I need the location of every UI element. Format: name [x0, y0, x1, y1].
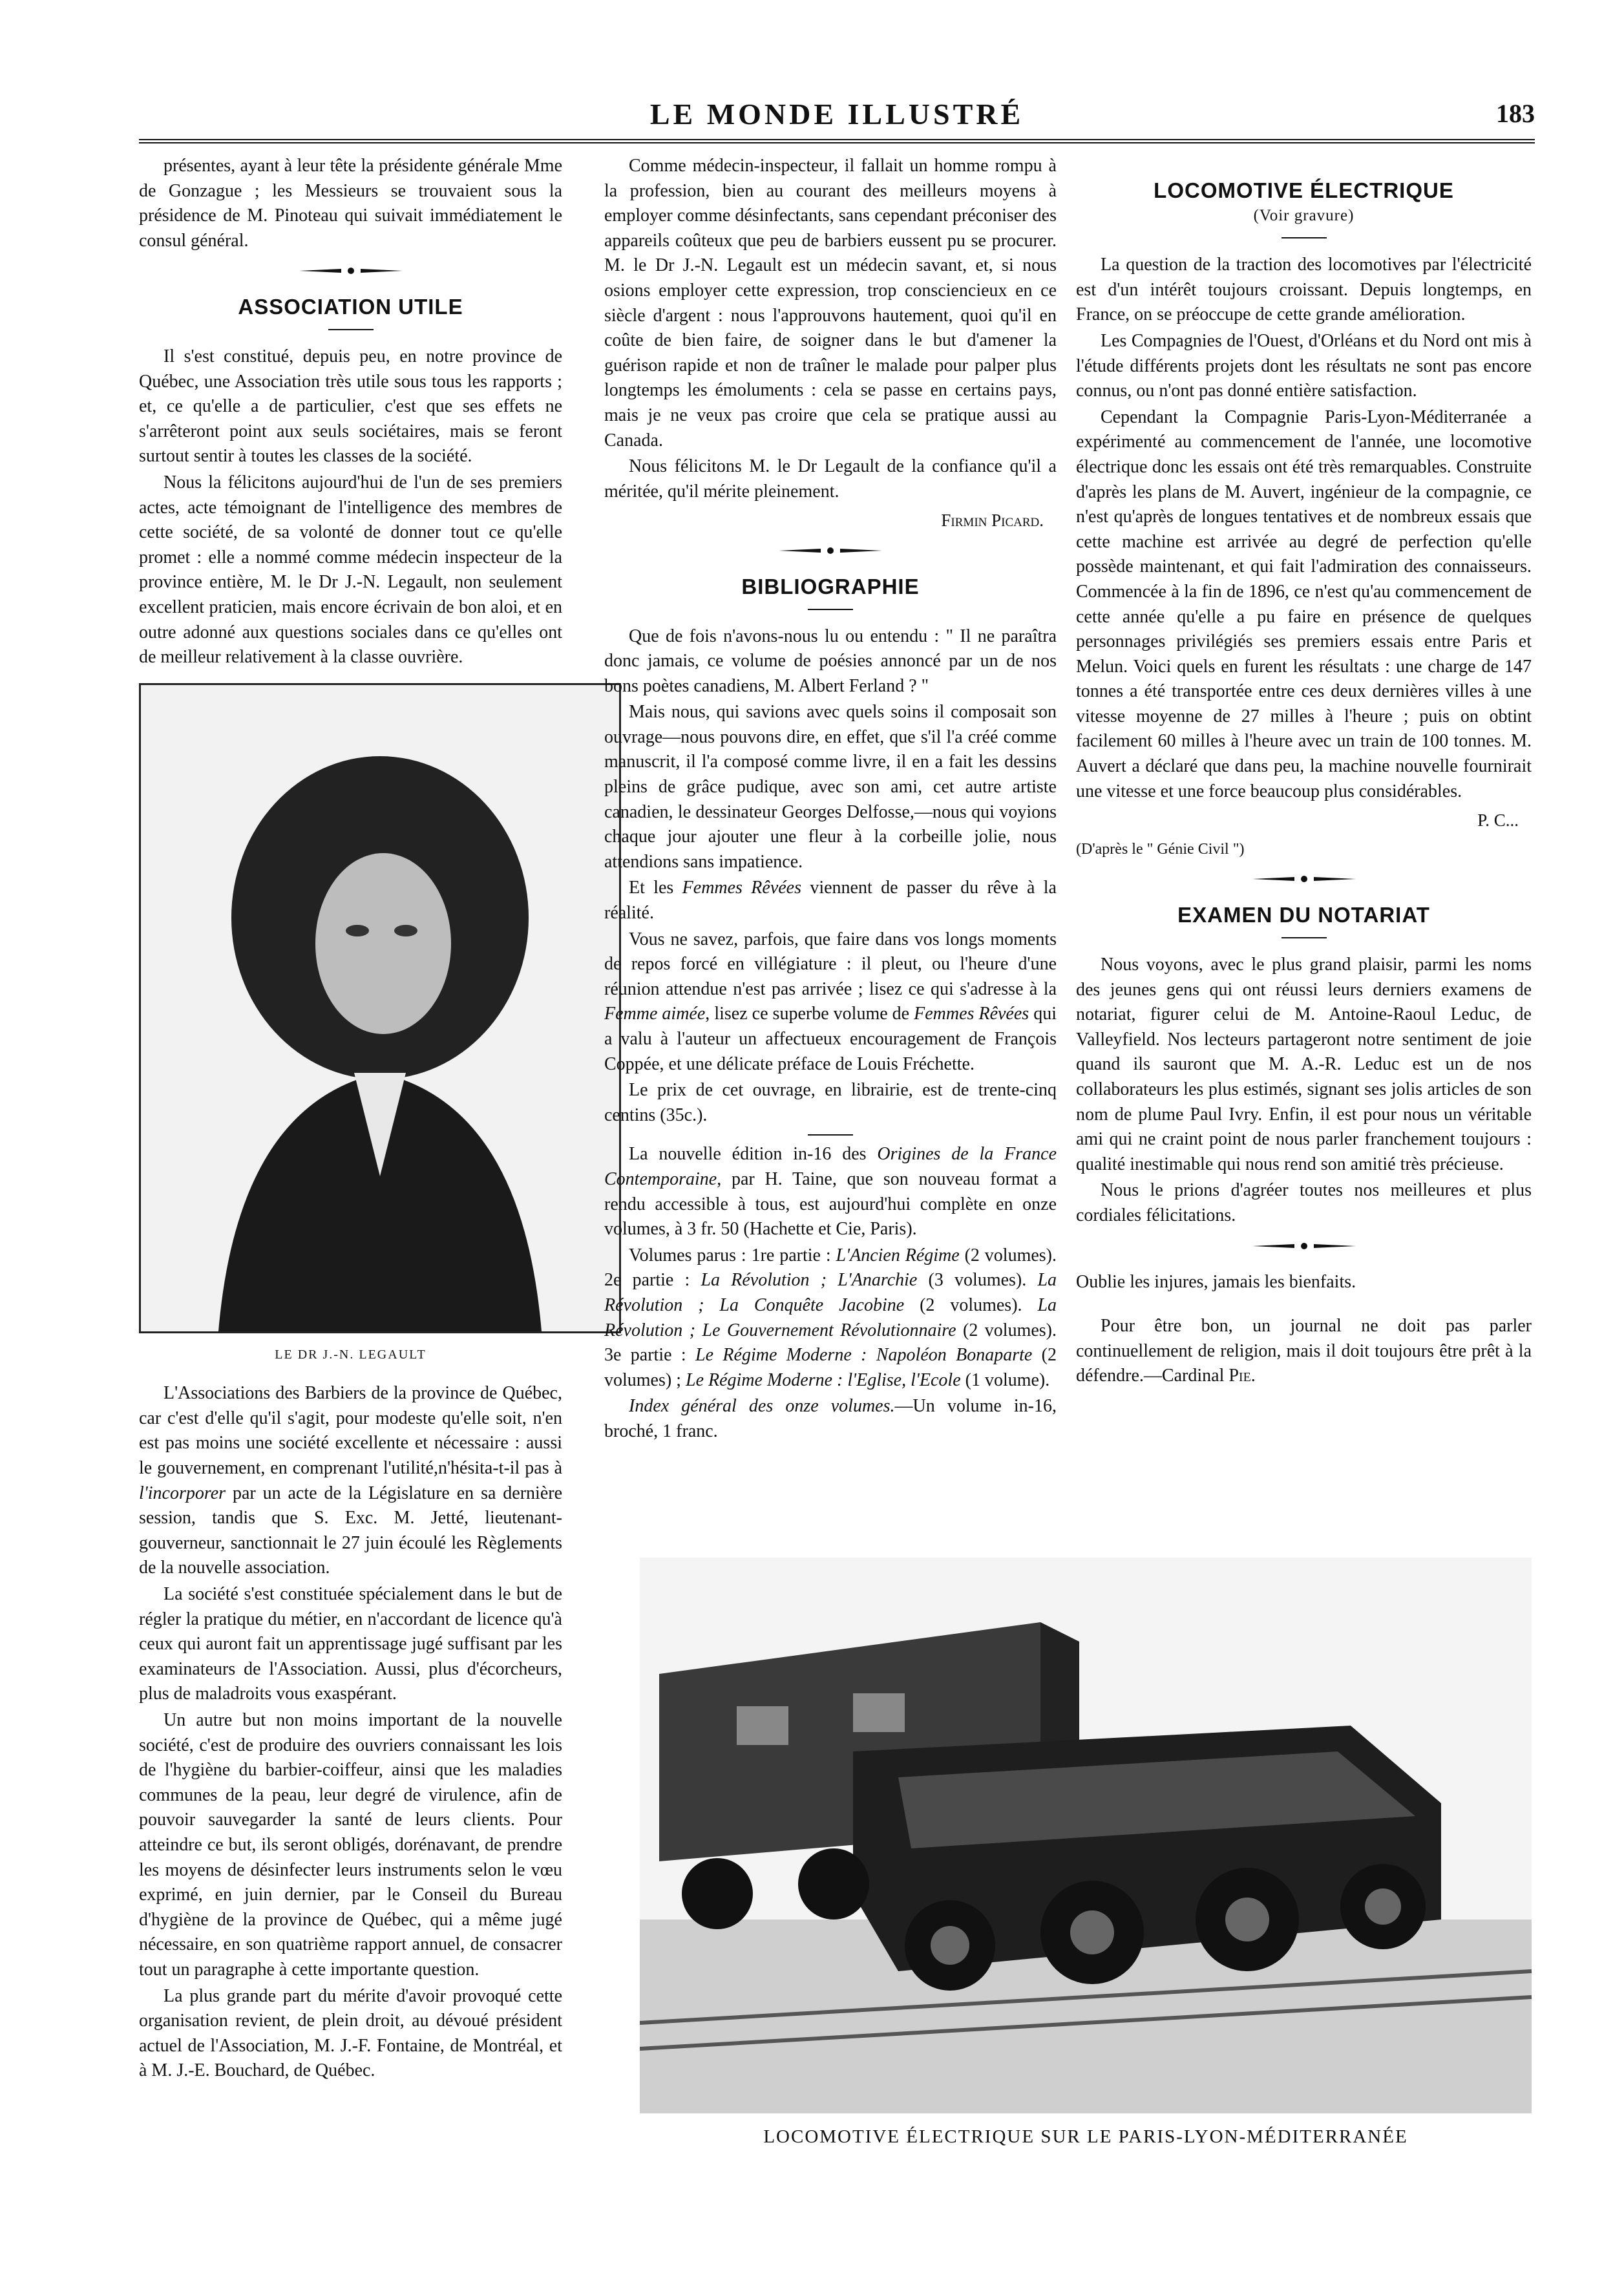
article-heading-locomotive: LOCOMOTIVE ÉLECTRIQUE — [1154, 178, 1454, 202]
heading-rule — [328, 329, 374, 330]
signature: P. C... — [1477, 810, 1519, 830]
quote: Pour être bon, un journal ne doit pas parler continuellement de religion, mais il doit toujours être prêt à la défendre.—Cardinal Pie. — [1076, 1316, 1532, 1386]
column-1 — [139, 154, 562, 2084]
heading-rule — [808, 609, 853, 610]
paragraph: La plus grande part du mérite d'avoir provoqué cette organisation revient, de plein droit, au dévoué président actuel de l'Association, M. J.-F. Fontaine, de Montréal, et à M. J.-E. Bouchard, de Québec. — [139, 1985, 562, 2081]
maxim: Oublie les injures, jamais les bienfaits. — [1076, 1271, 1356, 1292]
paragraph: présentes, ayant à leur tête la présidente générale Mme de Gonzague ; les Messieurs se trouvaient sous la présidence de M. Pinoteau qui suivait immédiatement le consul général. — [139, 156, 562, 251]
ornament-divider — [1249, 874, 1359, 883]
paragraph: La question de la traction des locomotives par l'électricité est d'un intérêt toujours croissant. Depuis longtemps, en France, on se préoccupe de cette grande amélioration. — [1076, 255, 1532, 325]
ornament-divider — [296, 266, 406, 275]
article-subheading: (Voir gravure) — [1253, 206, 1355, 224]
heading-rule — [1281, 937, 1327, 938]
paragraph: Mais nous, qui savions avec quels soins il composait son ouvrage—nous pouvons dire, en effet, que s'il l'a créé comme manuscrit, il l'a composé comme livre, il en a fait les dessins pleins de grâce pudique, avec son ami, cet autre artiste canadien, le dessinateur Georges Delfosse,—nous qui voyions chaque jour ajouter une fleur à la corbeille jolie, nous attendions sans impatience. — [604, 702, 1057, 872]
newspaper-title: LE MONDE ILLUSTRÉ — [649, 98, 1024, 131]
article-heading-notariat: EXAMEN DU NOTARIAT — [1177, 903, 1430, 927]
paragraph: Nous le prions d'agréer toutes nos meilleures et plus cordiales félicitations. — [1076, 1180, 1532, 1225]
paragraph: La société s'est constituée spécialement dans le but de régler la pratique du métier, en n'accordant de licence qu'à ceux qui auront fait un apprentissage jugé suffisant par les examinateurs de l'Association. Aussi, plus d'écorcheurs, plus de maladroits vous exaspérant. — [139, 1584, 562, 1704]
paragraph: Volumes parus : 1re partie : L'Ancien Régime (2 volumes). 2e partie : La Révolution ; L'Anarchie (3 volumes). La Révolution ; La Conquête Jacobine (2 volumes). La Révolution ; Le Gouvernement Révolutionnaire (2 volumes). 3e partie : Le Régime Moderne : Napoléon Bonaparte (2 volumes) ; Le Régime Moderne : l'Eglise, l'Ecole (1 volume). — [604, 1245, 1057, 1390]
masthead — [139, 97, 1535, 137]
portrait-caption: LE DR J.-N. LEGAULT — [275, 1347, 427, 1362]
column-2 — [604, 154, 1057, 1444]
paragraph: Index général des onze volumes.—Un volume in-16, broché, 1 franc. — [604, 1396, 1057, 1441]
paragraph: La nouvelle édition in-16 des Origines de la France Contemporaine, par H. Taine, que son nouveau format a rendu accessible à tous, est aujourd'hui complète en onze volumes, à 3 fr. 50 (Hachette et Cie, Paris). — [604, 1144, 1057, 1240]
paragraph: Un autre but non moins important de la nouvelle société, c'est de produire des ouvriers connaissant les lois de l'hygiène du barbier-coiffeur, ainsi que les maladies communes de la peau, leur degré de virulence, afin de pouvoir sauvegarder la santé de leurs clients. Pour atteindre ce but, ils seront obligés, dorénavant, de prendre les moyens de désinfecter leurs instruments selon le vœu exprimé, en juin dernier, par le Conseil du Bureau d'hygiène de la province de Québec, qui a même jugé nécessaire, en son quatrième rapport annuel, de consacrer tout un paragraphe à cette importante question. — [139, 1710, 562, 1980]
ornament-divider — [775, 546, 885, 555]
paragraph: Vous ne savez, parfois, que faire dans vos longs moments de repos forcé en villégiature : il pleut, ou l'heure d'une réunion attendue n'est pas arrivée ; lisez ce qui s'adresse à la Femme aimée, lisez ce superbe volume de Femmes Rêvées qui a valu à l'auteur un affectueux encouragement de François Coppée, et une délicate préface de Louis Fréchette. — [604, 929, 1057, 1074]
signature: Firmin Picard. — [941, 511, 1044, 531]
source-note: (D'après le " Génie Civil ") — [1076, 840, 1245, 858]
paragraph: Les Compagnies de l'Ouest, d'Orléans et du Nord ont mis à l'étude différents projets dont les résultats ne sont pas encore connus, ou n'ont pas donné entière satisfaction. — [1076, 330, 1532, 401]
paragraph: Nous félicitons M. le Dr Legault de la confiance qu'il a méritée, qu'il mérite pleinement. — [604, 456, 1057, 502]
portrait-photo — [139, 683, 621, 1333]
paragraph: Le prix de cet ouvrage, en librairie, est de trente-cinq centins (35c.). — [604, 1080, 1057, 1125]
paragraph: Et les Femmes Rêvées viennent de passer du rêve à la réalité. — [604, 878, 1057, 924]
locomotive-illustration — [640, 1558, 1532, 2113]
paragraph: Nous voyons, avec le plus grand plaisir, parmi les noms des jeunes gens qui ont réussi leurs derniers examens de notariat, figurer celui de M. Antoine-Raoul Leduc, de Valleyfield. Nos lecteurs partageront notre sentiment de joie quand ils sauront que M. A.-R. Leduc est un de nos collaborateurs les plus estimés, signant ses jolis articles de son nom de plume Paul Ivry. Enfin, il est pour nous un véritable ami qui ne craint point de nous parler franchement toujours : qualité inestimable qui nous rend son amitié très précieuse. — [1076, 955, 1532, 1174]
heading-rule — [1281, 237, 1327, 238]
section-rule — [808, 1134, 853, 1136]
illustration-caption: LOCOMOTIVE ÉLECTRIQUE SUR LE PARIS-LYON-MÉDITERRANÉE — [763, 2126, 1408, 2147]
column-3 — [1076, 154, 1532, 1389]
masthead-rule — [139, 139, 1535, 143]
page-number: 183 — [1496, 99, 1535, 128]
article-heading-bibliographie: BIBLIOGRAPHIE — [741, 574, 920, 598]
paragraph: Il s'est constitué, depuis peu, en notre province de Québec, une Association très utile sous tous les rapports ; et, ce qu'elle a de particulier, c'est que ses effets ne s'arrêteront point aux seuls sociétaires, mais se feront surtout sentir à toutes les classes de la société. — [139, 346, 562, 467]
paragraph: L'Associations des Barbiers de la province de Québec, car c'est d'elle qu'il s'agit, pour modeste qu'elle soit, n'en est pas moins une société excellente et nécessaire : aussi le gouvernement, en comprenant l'utilité,n'hésita-t-il pas à l'incorporer par un acte de la Législature en sa dernière session, tandis que S. Exc. M. Jetté, lieutenant-gouverneur, sanctionnait le 27 juin écoulé les Règlements de la nouvelle association. — [139, 1383, 562, 1578]
paragraph: Comme médecin-inspecteur, il fallait un homme rompu à la profession, bien au courant des meilleurs moyens à employer comme désinfectants, sans cependant préconiser des appareils coûteux que peu de barbiers eussent pu se procurer. M. le Dr J.-N. Legault est un médecin savant, et, si nous osions employer cette expression, trop consciencieux en ce siècle d'argent : nous l'approuvons hautement, quoi qu'il en coûte de bien faire, de soigner dans le but d'amener la guérison rapide et non de traîner le malade pour palper plus longtemps les émoluments : cela se passe en certains pays, mais je ne veux pas croire que cela se pratique aussi au Canada. — [604, 156, 1057, 450]
paragraph: Nous la félicitons aujourd'hui de l'un de ses premiers actes, acte témoignant de l'intelligence des membres de cette société, de sa volonté de donner tout ce qu'elle promet : elle a nommé comme médecin inspecteur de la province entière, M. le Dr J.-N. Legault, non seulement excellent praticien, mais encore écrivain de bon aloi, et en outre adonné aux questions sociales dans ce qu'elles ont de meilleur relativement à la classe ouvrière. — [139, 472, 562, 668]
paragraph: Cependant la Compagnie Paris-Lyon-Méditerranée a expérimenté au commencement de l'année, une locomotive électrique donc les essais ont été très remarquables. Construite d'après les plans de M. Auvert, ingénieur de la compagnie, ce n'est qu'après de longues tentatives et de nombreux essais que cette machine est arrivée au degré de perfection qu'elle possède maintenant, et qui fait l'admiration des connaisseurs. Commencée à la fin de 1896, ce n'est qu'au commencement de cette année qu'elle a pu faire en présence de quelques personnages privilégiés ses premiers essais entre Paris et Melun. Voici quels en furent les résultats : une charge de 147 tonnes a été transportée entre ces deux dernières villes à une vitesse moyenne de 27 milles à l'heure ; puis on obtint facilement 60 milles à l'heure avec un train de 100 tonnes. M. Auvert a déclaré que dans peu, la machine nouvelle fournirait une vitesse et une force beaucoup plus considérables. — [1076, 407, 1532, 801]
ornament-divider — [1249, 1242, 1359, 1251]
paragraph: Que de fois n'avons-nous lu ou entendu : " Il ne paraîtra donc jamais, ce volume de poésies annoncé par un de nos bons poètes canadiens, M. Albert Ferland ? " — [604, 626, 1057, 696]
article-heading-association-utile: ASSOCIATION UTILE — [238, 295, 463, 319]
